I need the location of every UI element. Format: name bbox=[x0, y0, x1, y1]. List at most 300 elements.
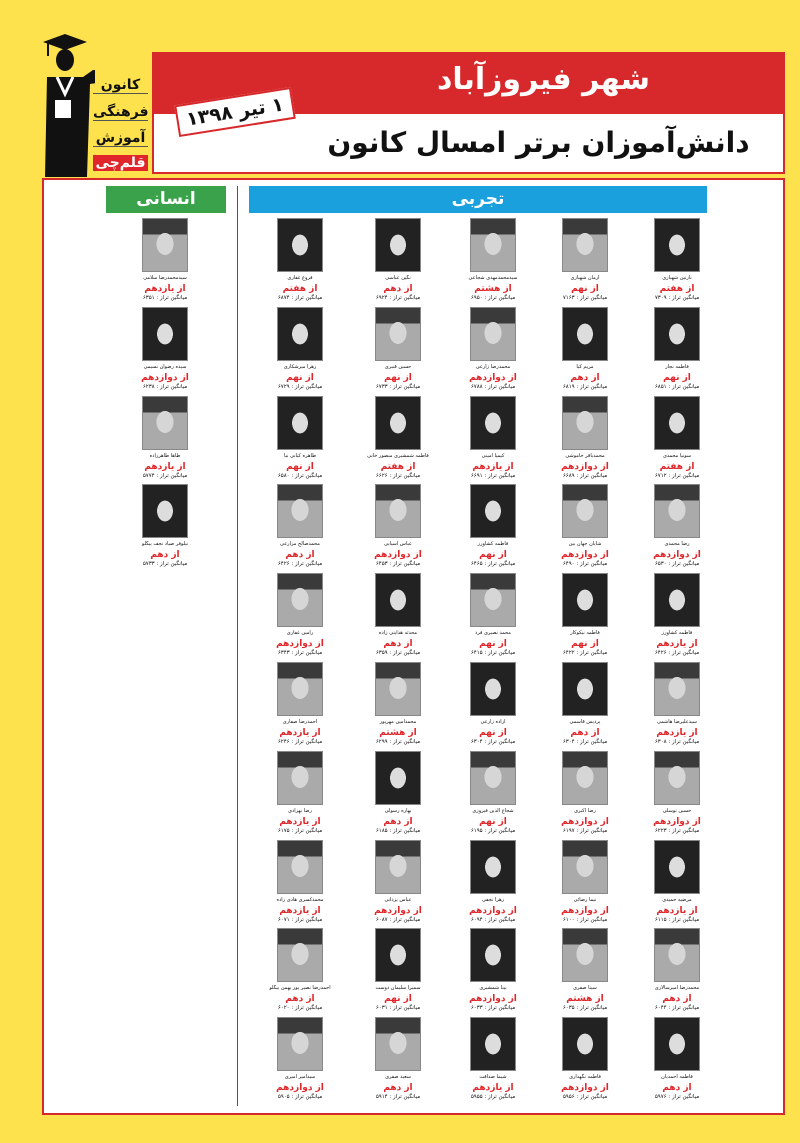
students-board bbox=[42, 178, 785, 1115]
student-card bbox=[254, 928, 346, 1011]
student-card bbox=[631, 928, 723, 1011]
student-score bbox=[539, 917, 631, 923]
score-value: ۶۷۲۹ bbox=[277, 383, 290, 390]
student-name: محمدکسری هادی زاده bbox=[276, 896, 324, 903]
student-name: طاهره کیانی نیا bbox=[283, 452, 317, 459]
student-card bbox=[447, 1017, 539, 1100]
student-photo bbox=[562, 751, 608, 805]
student-photo bbox=[654, 573, 700, 627]
student-name: فاطمه نگهداری bbox=[569, 1074, 601, 1081]
student-score bbox=[447, 739, 539, 745]
score-label: میانگین تراز : bbox=[291, 739, 323, 745]
student-photo bbox=[375, 396, 421, 450]
student-score bbox=[254, 295, 346, 301]
score-value: ۶۶۸۹ bbox=[562, 472, 575, 479]
student-card bbox=[352, 396, 444, 479]
score-label: میانگین تراز : bbox=[156, 472, 188, 479]
score-label: میانگین تراز : bbox=[156, 561, 188, 568]
student-card bbox=[631, 573, 723, 656]
student-card bbox=[352, 218, 444, 301]
score-value: ۶۰۸۷ bbox=[375, 916, 388, 923]
student-name: حسین توسلی bbox=[662, 807, 692, 814]
score-label: میانگین تراز : bbox=[484, 650, 516, 657]
student-name: فاطمه احمدیان bbox=[661, 1074, 693, 1081]
student-score bbox=[539, 295, 631, 301]
student-photo bbox=[562, 573, 608, 627]
score-label: میانگین تراز : bbox=[291, 650, 323, 657]
student-score bbox=[447, 1005, 539, 1011]
score-value: ۶۳۰۸ bbox=[654, 739, 667, 745]
student-score bbox=[119, 295, 211, 301]
score-value: ۵۹۱۴ bbox=[375, 1094, 388, 1101]
score-label: میانگین تراز : bbox=[576, 650, 608, 657]
logo-text: کانون bbox=[93, 77, 148, 94]
student-grade: از نهم bbox=[479, 639, 507, 650]
student-photo bbox=[562, 928, 608, 982]
score-label: میانگین تراز : bbox=[389, 827, 421, 834]
score-value: ۶۴۲۶ bbox=[654, 650, 667, 657]
score-value: ۶۸۱۹ bbox=[562, 383, 575, 390]
student-photo bbox=[470, 928, 516, 982]
score-value: ۵۹۰۵ bbox=[277, 1094, 290, 1101]
score-value: ۶۳۴۳ bbox=[277, 650, 290, 657]
score-value: ۶۱۸۵ bbox=[375, 827, 388, 834]
student-score bbox=[631, 650, 723, 656]
score-label: میانگین تراز : bbox=[576, 1005, 608, 1012]
student-name: فروغ غفاری bbox=[287, 275, 313, 281]
score-label: میانگین تراز : bbox=[668, 1005, 700, 1012]
student-score bbox=[631, 561, 723, 567]
score-value: ۶۳۵۹ bbox=[375, 650, 388, 657]
score-label: میانگین تراز : bbox=[389, 1005, 421, 1012]
student-score bbox=[539, 473, 631, 479]
score-value: ۶۴۲۶ bbox=[277, 561, 290, 568]
student-photo bbox=[277, 840, 323, 894]
student-card bbox=[254, 307, 346, 390]
score-label: میانگین تراز : bbox=[389, 472, 421, 479]
student-score bbox=[447, 650, 539, 656]
student-score bbox=[447, 917, 539, 923]
student-card bbox=[254, 396, 346, 479]
student-card bbox=[539, 573, 631, 656]
student-score bbox=[254, 1005, 346, 1011]
student-photo bbox=[375, 928, 421, 982]
student-score bbox=[352, 650, 444, 656]
score-value: ۶۲۲۳ bbox=[654, 827, 667, 834]
student-name: سیدمحمدمهدی شجاعی bbox=[468, 275, 518, 281]
student-score bbox=[539, 384, 631, 390]
student-grade: از دوازدهم bbox=[469, 905, 517, 916]
student-name: زهرا نجفی bbox=[481, 896, 505, 903]
student-grade: از دوازدهم bbox=[561, 816, 609, 827]
student-score bbox=[119, 473, 211, 479]
student-score bbox=[254, 650, 346, 656]
score-value: ۵۹۵۶ bbox=[562, 1094, 575, 1101]
student-card bbox=[539, 751, 631, 834]
student-name: محمدرضا زارعی bbox=[475, 363, 511, 370]
student-name: محدثه هدایتی زاده bbox=[378, 630, 418, 637]
student-card bbox=[447, 396, 539, 479]
student-grade: از یازدهم bbox=[472, 1083, 514, 1094]
student-card bbox=[119, 484, 211, 567]
student-score bbox=[352, 561, 444, 567]
score-value: ۶۰۳۳ bbox=[470, 1005, 483, 1012]
score-value: ۶۰۳۵ bbox=[562, 1005, 575, 1012]
student-name: فاطمه نجار bbox=[665, 363, 689, 370]
student-card bbox=[254, 484, 346, 567]
student-photo bbox=[277, 484, 323, 538]
student-grade: از نهم bbox=[663, 372, 691, 383]
score-label: میانگین تراز : bbox=[484, 739, 516, 745]
student-name: رضا بهزادی bbox=[288, 807, 312, 814]
score-label: میانگین تراز : bbox=[668, 650, 700, 657]
student-photo bbox=[654, 840, 700, 894]
student-score bbox=[352, 473, 444, 479]
score-label: میانگین تراز : bbox=[484, 561, 516, 568]
student-score bbox=[447, 561, 539, 567]
score-label: میانگین تراز : bbox=[668, 295, 700, 301]
student-grade: از یازدهم bbox=[144, 284, 186, 294]
score-value: ۶۹۲۴ bbox=[375, 295, 388, 301]
score-label: میانگین تراز : bbox=[668, 827, 700, 834]
score-value: ۶۴۵۳ bbox=[375, 561, 388, 568]
score-label: میانگین تراز : bbox=[291, 383, 323, 390]
student-grade: از دهم bbox=[662, 1083, 692, 1094]
student-score bbox=[631, 384, 723, 390]
city-title: شهر فیروزآباد bbox=[436, 62, 651, 97]
student-name: سونیا محمدی bbox=[662, 452, 692, 459]
student-card bbox=[539, 662, 631, 745]
student-name: فاطمه کشاورز bbox=[477, 541, 509, 548]
student-score bbox=[447, 1094, 539, 1100]
student-grade: از دهم bbox=[383, 639, 413, 650]
student-photo bbox=[654, 1017, 700, 1071]
student-photo bbox=[375, 218, 421, 272]
student-grade: از دوازدهم bbox=[469, 372, 517, 383]
student-photo bbox=[277, 396, 323, 450]
student-photo bbox=[470, 1017, 516, 1071]
student-score bbox=[631, 828, 723, 834]
score-value: ۵۷۷۴ bbox=[142, 472, 155, 479]
score-value: ۶۱۹۵ bbox=[470, 827, 483, 834]
student-name: سعید صفری bbox=[385, 1074, 411, 1081]
student-score bbox=[631, 1094, 723, 1100]
student-grade: از هشتم bbox=[566, 994, 604, 1005]
score-value: ۶۳۵۱ bbox=[142, 295, 155, 301]
student-grade: از دوازدهم bbox=[653, 550, 701, 561]
student-photo bbox=[142, 218, 188, 272]
score-value: ۶۰۴۴ bbox=[654, 1005, 667, 1012]
student-score bbox=[352, 828, 444, 834]
student-score bbox=[352, 1094, 444, 1100]
student-name: نگین عباسی bbox=[385, 275, 411, 281]
student-card bbox=[447, 484, 539, 567]
score-label: میانگین تراز : bbox=[576, 1094, 608, 1101]
student-score bbox=[254, 828, 346, 834]
kanoon-logo bbox=[35, 32, 150, 177]
student-name: رضا اکبری bbox=[574, 807, 596, 814]
student-photo bbox=[470, 396, 516, 450]
student-grade: از دوازدهم bbox=[561, 1083, 609, 1094]
student-card bbox=[631, 1017, 723, 1100]
student-score bbox=[631, 917, 723, 923]
student-card bbox=[254, 751, 346, 834]
student-score bbox=[539, 739, 631, 745]
score-label: میانگین تراز : bbox=[668, 1094, 700, 1101]
student-photo bbox=[654, 307, 700, 361]
student-photo bbox=[375, 1017, 421, 1071]
student-grade: از یازدهم bbox=[279, 816, 321, 827]
student-card bbox=[254, 218, 346, 301]
student-grade: از نهم bbox=[479, 816, 507, 827]
student-card bbox=[631, 396, 723, 479]
student-grade: از یازدهم bbox=[279, 905, 321, 916]
student-photo bbox=[375, 484, 421, 538]
student-name: احمدرضا صفاری bbox=[282, 719, 318, 725]
student-grade: از هفتم bbox=[659, 461, 695, 472]
student-photo bbox=[277, 928, 323, 982]
student-name: سینا صفری bbox=[573, 985, 597, 992]
student-grade: از دوازدهم bbox=[276, 639, 324, 650]
score-label: میانگین تراز : bbox=[484, 1005, 516, 1012]
student-name: شیما صداقت bbox=[479, 1074, 507, 1081]
student-card bbox=[447, 218, 539, 301]
student-score bbox=[447, 295, 539, 301]
student-photo bbox=[277, 662, 323, 716]
student-photo bbox=[277, 1017, 323, 1071]
score-value: ۶۳۰۴ bbox=[470, 739, 483, 745]
student-name: پردیس قاسمی bbox=[569, 719, 601, 725]
student-name: فاطمه نیکوکار bbox=[570, 630, 600, 637]
student-name: محمدرضا امیرسالاری bbox=[654, 985, 700, 992]
score-value: ۶۷۳۳ bbox=[375, 383, 388, 390]
student-photo bbox=[470, 751, 516, 805]
score-value: ۵۹۷۶ bbox=[654, 1094, 667, 1101]
student-photo bbox=[142, 484, 188, 538]
student-name: رضا محمدی bbox=[664, 541, 690, 548]
student-name: سیده رضوان نسیمی bbox=[143, 363, 187, 370]
student-photo bbox=[562, 840, 608, 894]
student-score bbox=[539, 1094, 631, 1100]
score-value: ۶۱۰۰ bbox=[562, 916, 575, 923]
score-label: میانگین تراز : bbox=[291, 561, 323, 568]
student-score bbox=[631, 739, 723, 745]
student-grade: از یازدهم bbox=[656, 905, 698, 916]
student-photo bbox=[277, 751, 323, 805]
student-grade: از دهم bbox=[570, 372, 600, 383]
student-card bbox=[447, 662, 539, 745]
score-label: میانگین تراز : bbox=[389, 739, 421, 745]
student-score bbox=[539, 650, 631, 656]
student-name: محمدصالح مزارعی bbox=[280, 541, 320, 548]
student-name: نازنین شهبازی bbox=[662, 275, 692, 281]
score-value: ۵۹۵۵ bbox=[470, 1094, 483, 1101]
student-card bbox=[254, 840, 346, 923]
student-photo bbox=[562, 307, 608, 361]
score-label: میانگین تراز : bbox=[291, 295, 323, 301]
student-name: آزاده زارعی bbox=[480, 719, 506, 725]
student-score bbox=[254, 384, 346, 390]
student-photo bbox=[375, 573, 421, 627]
student-score bbox=[119, 561, 211, 567]
student-grade: از یازدهم bbox=[656, 728, 698, 738]
student-grade: از دوازدهم bbox=[561, 905, 609, 916]
student-card bbox=[539, 307, 631, 390]
student-card bbox=[447, 840, 539, 923]
ensani-section-title: انسانی bbox=[106, 186, 226, 213]
student-photo bbox=[375, 840, 421, 894]
score-value: ۶۴۱۵ bbox=[470, 650, 483, 657]
score-label: میانگین تراز : bbox=[484, 383, 516, 390]
score-label: میانگین تراز : bbox=[484, 1094, 516, 1101]
student-score bbox=[254, 739, 346, 745]
score-label: میانگین تراز : bbox=[668, 561, 700, 568]
student-photo bbox=[470, 307, 516, 361]
student-score bbox=[447, 828, 539, 834]
score-value: ۷۱۶۳ bbox=[562, 295, 575, 301]
student-grade: از دهم bbox=[662, 994, 692, 1005]
student-score bbox=[352, 739, 444, 745]
score-label: میانگین تراز : bbox=[576, 383, 608, 390]
score-label: میانگین تراز : bbox=[484, 916, 516, 923]
score-label: میانگین تراز : bbox=[576, 739, 608, 745]
header-banner bbox=[152, 52, 785, 174]
student-name: شایان جهان بین bbox=[568, 541, 602, 548]
score-value: ۶۰۲۰ bbox=[277, 1005, 290, 1012]
student-photo bbox=[654, 484, 700, 538]
score-label: میانگین تراز : bbox=[576, 295, 608, 301]
student-score bbox=[631, 295, 723, 301]
logo-text: فرهنگی bbox=[93, 104, 149, 120]
student-card bbox=[352, 928, 444, 1011]
student-score bbox=[447, 473, 539, 479]
score-label: میانگین تراز : bbox=[291, 916, 323, 923]
student-grade: از یازدهم bbox=[144, 461, 186, 472]
student-name: زهرا میرشکاری bbox=[283, 363, 317, 370]
student-name: آرمان شهبازی bbox=[570, 275, 600, 281]
score-label: میانگین تراز : bbox=[484, 295, 516, 301]
student-grade: از یازدهم bbox=[472, 461, 514, 472]
student-card bbox=[539, 1017, 631, 1100]
student-grade: از دوازدهم bbox=[141, 372, 189, 383]
date-badge: ۱ تیر ۱۳۹۸ bbox=[174, 87, 296, 137]
score-label: میانگین تراز : bbox=[389, 916, 421, 923]
score-value: ۶۳۰۴ bbox=[562, 739, 575, 745]
student-name: حسین قنبری bbox=[384, 363, 412, 370]
student-photo bbox=[375, 307, 421, 361]
student-card bbox=[352, 307, 444, 390]
score-label: میانگین تراز : bbox=[389, 1094, 421, 1101]
student-card bbox=[447, 751, 539, 834]
student-grade: از نهم bbox=[384, 372, 412, 383]
student-name: مریم کیا bbox=[576, 363, 594, 370]
student-photo bbox=[277, 218, 323, 272]
student-photo bbox=[375, 662, 421, 716]
student-card bbox=[631, 662, 723, 745]
tajrobi-section-title: تجربی bbox=[249, 186, 707, 213]
student-card bbox=[539, 840, 631, 923]
student-name: کیمیا امینی bbox=[481, 452, 505, 459]
student-name: طاها طاهرزاده bbox=[149, 452, 181, 459]
student-photo bbox=[470, 218, 516, 272]
score-value: ۷۳۰۹ bbox=[654, 295, 667, 301]
student-photo bbox=[562, 662, 608, 716]
student-grade: از نهم bbox=[571, 284, 599, 294]
score-value: ۶۶۲۶ bbox=[375, 472, 388, 479]
student-grade: از هفتم bbox=[659, 284, 695, 294]
student-grade: از نهم bbox=[479, 550, 507, 561]
score-label: میانگین تراز : bbox=[156, 383, 188, 390]
score-value: ۶۱۱۵ bbox=[654, 916, 667, 923]
student-card bbox=[631, 484, 723, 567]
student-card bbox=[352, 1017, 444, 1100]
student-name: محمد نصیری فرد bbox=[475, 630, 511, 637]
student-grade: از دهم bbox=[383, 816, 413, 827]
student-card bbox=[539, 396, 631, 479]
student-grade: از دهم bbox=[150, 550, 180, 561]
student-grade: از دهم bbox=[383, 1083, 413, 1094]
student-grade: از دهم bbox=[383, 284, 413, 294]
score-value: ۶۲۴۶ bbox=[277, 739, 290, 745]
score-label: میانگین تراز : bbox=[291, 827, 323, 834]
student-grade: از هفتم bbox=[282, 284, 318, 294]
student-grade: از دهم bbox=[285, 550, 315, 561]
score-label: میانگین تراز : bbox=[668, 472, 700, 479]
student-photo bbox=[470, 484, 516, 538]
student-card bbox=[539, 928, 631, 1011]
student-photo bbox=[277, 573, 323, 627]
score-label: میانگین تراز : bbox=[668, 739, 700, 745]
score-value: ۵۷۳۳ bbox=[142, 561, 155, 568]
score-value: ۶۰۹۴ bbox=[470, 916, 483, 923]
student-grade: از نهم bbox=[571, 639, 599, 650]
score-label: میانگین تراز : bbox=[484, 472, 516, 479]
student-name: شجاع الدین فیروزی bbox=[472, 807, 514, 814]
score-label: میانگین تراز : bbox=[156, 295, 188, 301]
student-score bbox=[254, 473, 346, 479]
score-value: ۶۱۷۵ bbox=[277, 827, 290, 834]
score-value: ۶۵۳۰ bbox=[654, 561, 667, 568]
student-card bbox=[119, 396, 211, 479]
student-card bbox=[631, 307, 723, 390]
student-name: سیدامیر امیری bbox=[284, 1074, 316, 1081]
student-score bbox=[631, 1005, 723, 1011]
student-grade: از دوازدهم bbox=[374, 905, 422, 916]
score-label: میانگین تراز : bbox=[576, 916, 608, 923]
student-name: سمیرا سلیمان دوست bbox=[375, 985, 421, 992]
student-name: عباس آسیایی bbox=[384, 541, 412, 548]
student-card bbox=[631, 218, 723, 301]
student-card bbox=[539, 484, 631, 567]
student-photo bbox=[654, 928, 700, 982]
student-grade: از هشتم bbox=[379, 728, 417, 738]
student-card bbox=[447, 928, 539, 1011]
score-label: میانگین تراز : bbox=[389, 561, 421, 568]
student-score bbox=[352, 384, 444, 390]
logo-text: آموزش bbox=[93, 130, 148, 147]
student-card bbox=[119, 307, 211, 390]
score-value: ۶۶۹۱ bbox=[470, 472, 483, 479]
score-value: ۶۸۷۴ bbox=[277, 295, 290, 301]
page-title: دانش‌آموزان برتر امسال کانون bbox=[327, 126, 750, 159]
student-score bbox=[631, 473, 723, 479]
student-score bbox=[447, 384, 539, 390]
score-value: ۶۷۱۲ bbox=[654, 472, 667, 479]
student-card bbox=[254, 573, 346, 656]
student-card bbox=[352, 662, 444, 745]
student-photo bbox=[562, 218, 608, 272]
score-label: میانگین تراز : bbox=[389, 295, 421, 301]
